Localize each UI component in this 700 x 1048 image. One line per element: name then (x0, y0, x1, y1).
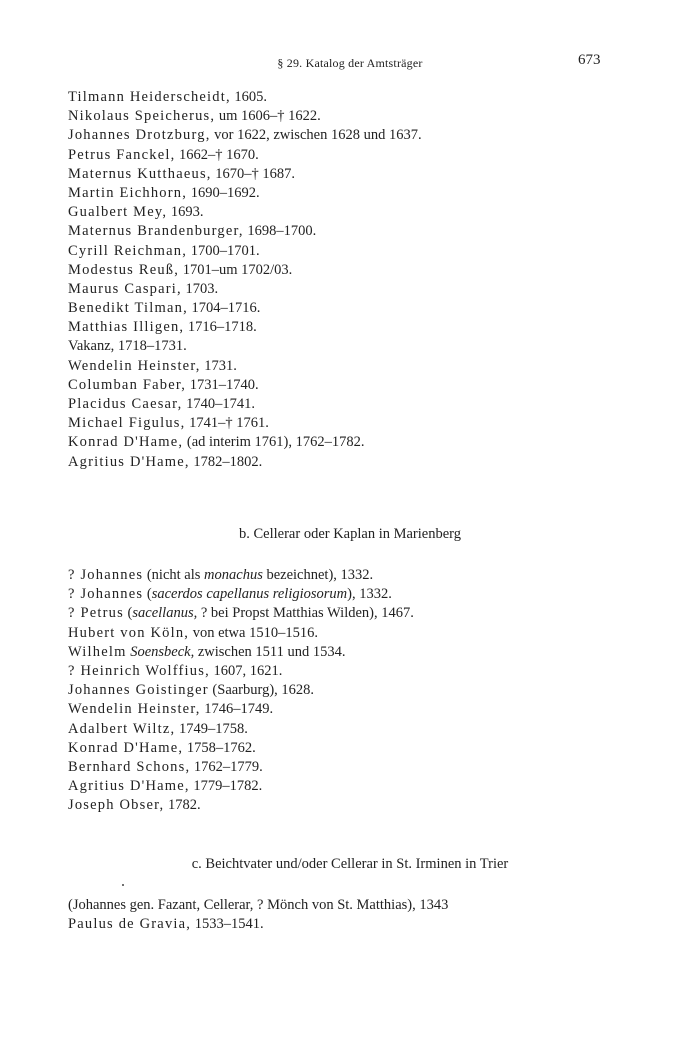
entry-name: Wilhelm (68, 643, 127, 660)
entry-detail: um 1606–† 1622. (215, 108, 321, 125)
list-item (68, 126, 648, 145)
list-item (68, 395, 648, 414)
list-item (68, 453, 648, 472)
entry-name: Maternus Brandenburger, (68, 223, 244, 240)
list-item (68, 357, 648, 376)
entry-name: ? Johannes (68, 586, 144, 603)
entry-detail: 1762–1779. (190, 758, 263, 775)
entry-detail: 1740–1741. (182, 396, 255, 412)
entry-name: Johannes Drotzburg, (68, 127, 211, 144)
list-item (68, 915, 648, 934)
list-item (68, 376, 648, 395)
entry-detail: ? bei Propst Matthias Wilden), 1467. (197, 605, 414, 622)
entry-name: Wendelin Heinster, (68, 357, 201, 374)
list-item (68, 146, 648, 165)
entry-name: Adalbert Wiltz, (68, 720, 176, 737)
entry-detail: 1782. (164, 797, 201, 814)
list-item (68, 720, 648, 739)
entry-detail: Vakanz, 1718–1731. (68, 338, 187, 355)
entry-detail: (Johannes gen. Fazant, Cellerar, ? Mönch von St. Matthias), 1343 (68, 897, 449, 913)
entry-name: Matthias Illigen, (68, 319, 185, 336)
list-item (68, 318, 648, 337)
list-item (68, 88, 648, 107)
section-heading-b: b. Cellerar oder Kaplan in Marienberg (239, 526, 461, 542)
entry-detail: 1741–† 1761. (185, 415, 269, 432)
entry-name: Petrus Fanckel, (68, 146, 176, 163)
abbots-list (68, 88, 648, 472)
list-item (68, 261, 648, 280)
entry-name: ? Petrus (68, 605, 124, 622)
entry-detail: (nicht als (143, 567, 205, 583)
cellerar-marienberg-list (68, 566, 648, 815)
entry-detail: 1731–1740. (186, 376, 259, 393)
entry-detail: 1704–1716. (187, 300, 261, 317)
entry-name: ? Johannes (68, 567, 144, 583)
dot-mark (122, 884, 124, 886)
list-item (68, 184, 648, 203)
section-heading-c: c. Beichtvater und/oder Cellerar in St. Irminen in Trier (191, 856, 509, 872)
entry-name: Maternus Kutthaeus, (68, 165, 212, 182)
list-item (68, 681, 648, 700)
entry-name: Konrad D'Hame, (68, 739, 184, 756)
entry-name: Wendelin Heinster, (68, 701, 201, 718)
list-item (68, 604, 648, 623)
entry-detail: 1700–1701. (187, 242, 260, 259)
entry-name: ? Heinrich Wolffius, (68, 662, 210, 679)
entry-detail: 1779–1782. (189, 778, 263, 795)
entry-name: Benedikt Tilman, (68, 300, 188, 317)
entry-name: Modestus Reuß, (68, 261, 180, 278)
entry-detail: 1703. (181, 280, 219, 297)
entry-italic: monachus (204, 567, 263, 583)
entry-name: Michael Figulus, (68, 415, 186, 432)
entry-name: Tilmann Heiderscheidt, (68, 89, 231, 105)
list-item (68, 299, 648, 318)
entry-italic: Soensbeck, (130, 643, 195, 660)
list-item (68, 896, 648, 915)
list-item (68, 242, 648, 261)
entry-name: Agritius D'Hame, (68, 453, 190, 470)
list-item (68, 777, 648, 796)
entry-italic: sacellanus, (132, 605, 198, 622)
entry-detail: 1605. (230, 89, 268, 105)
list-item (68, 643, 648, 662)
list-item (68, 739, 648, 758)
list-item (68, 758, 648, 777)
entry-name: Agritius D'Hame, (68, 778, 190, 795)
entry-detail: 1758–1762. (183, 739, 256, 756)
entry-name: Konrad D'Hame, (68, 434, 184, 451)
list-item (68, 222, 648, 241)
entry-italic: sacerdos capellanus religiosorum (151, 586, 348, 603)
list-item (68, 203, 648, 222)
entry-name: Maurus Caspari, (68, 280, 182, 297)
list-item (68, 433, 648, 452)
list-item (68, 700, 648, 719)
entry-name: Gualbert Mey, (68, 204, 168, 221)
entry-name: Placidus Caesar, (68, 396, 183, 412)
entry-detail: 1693. (167, 204, 204, 221)
list-item (68, 280, 648, 299)
page-number: 673 (578, 52, 601, 68)
entry-detail: 1746–1749. (200, 701, 274, 718)
entry-detail: 1690–1692. (187, 184, 260, 201)
list-item (68, 337, 648, 356)
entry-detail: zwischen 1511 und 1534. (194, 643, 346, 660)
list-item (68, 107, 648, 126)
list-item (68, 566, 648, 585)
entry-detail: ( (143, 586, 152, 603)
entry-name: Johannes Goistinger (68, 682, 209, 699)
list-item (68, 414, 648, 433)
entry-detail: 1716–1718. (184, 319, 257, 336)
entry-detail: 1731. (200, 357, 237, 374)
entry-name: Martin Eichhorn, (68, 184, 188, 201)
list-item (68, 585, 648, 604)
entry-detail: (ad interim 1761), 1762–1782. (183, 434, 365, 451)
entry-name: Joseph Obser, (68, 797, 165, 814)
entry-detail: 1698–1700. (243, 223, 317, 240)
entry-detail: 1701–um 1702/03. (179, 261, 293, 278)
list-item (68, 624, 648, 643)
entry-detail: 1607, 1621. (209, 662, 283, 679)
entry-detail: 1782–1802. (189, 453, 263, 470)
list-item (68, 165, 648, 184)
entry-detail: ), 1332. (347, 586, 392, 603)
entry-detail: 1749–1758. (175, 720, 248, 737)
entry-detail: ( (123, 605, 133, 622)
entry-detail: 1670–† 1687. (211, 165, 295, 182)
entry-name: Hubert von Köln, (68, 624, 190, 641)
entry-detail: (Saarburg), 1628. (208, 682, 315, 699)
entry-name: Columban Faber, (68, 376, 187, 393)
entry-detail: 1533–1541. (191, 916, 264, 933)
entry-detail: vor 1622, zwischen 1628 und 1637. (210, 127, 422, 144)
beichtvater-irminen-list (68, 896, 648, 934)
entry-name: Bernhard Schons, (68, 758, 191, 775)
list-item (68, 796, 648, 815)
entry-name: Cyrill Reichman, (68, 242, 188, 259)
entry-detail: bezeichnet), 1332. (262, 567, 374, 583)
entry-detail: 1662–† 1670. (175, 146, 259, 163)
entry-detail: von etwa 1510–1516. (189, 624, 318, 641)
entry-name: Nikolaus Speicherus, (68, 108, 216, 125)
list-item (68, 662, 648, 681)
entry-name: Paulus de Gravia, (68, 916, 192, 933)
running-title: § 29. Katalog der Amtsträger (277, 56, 423, 70)
